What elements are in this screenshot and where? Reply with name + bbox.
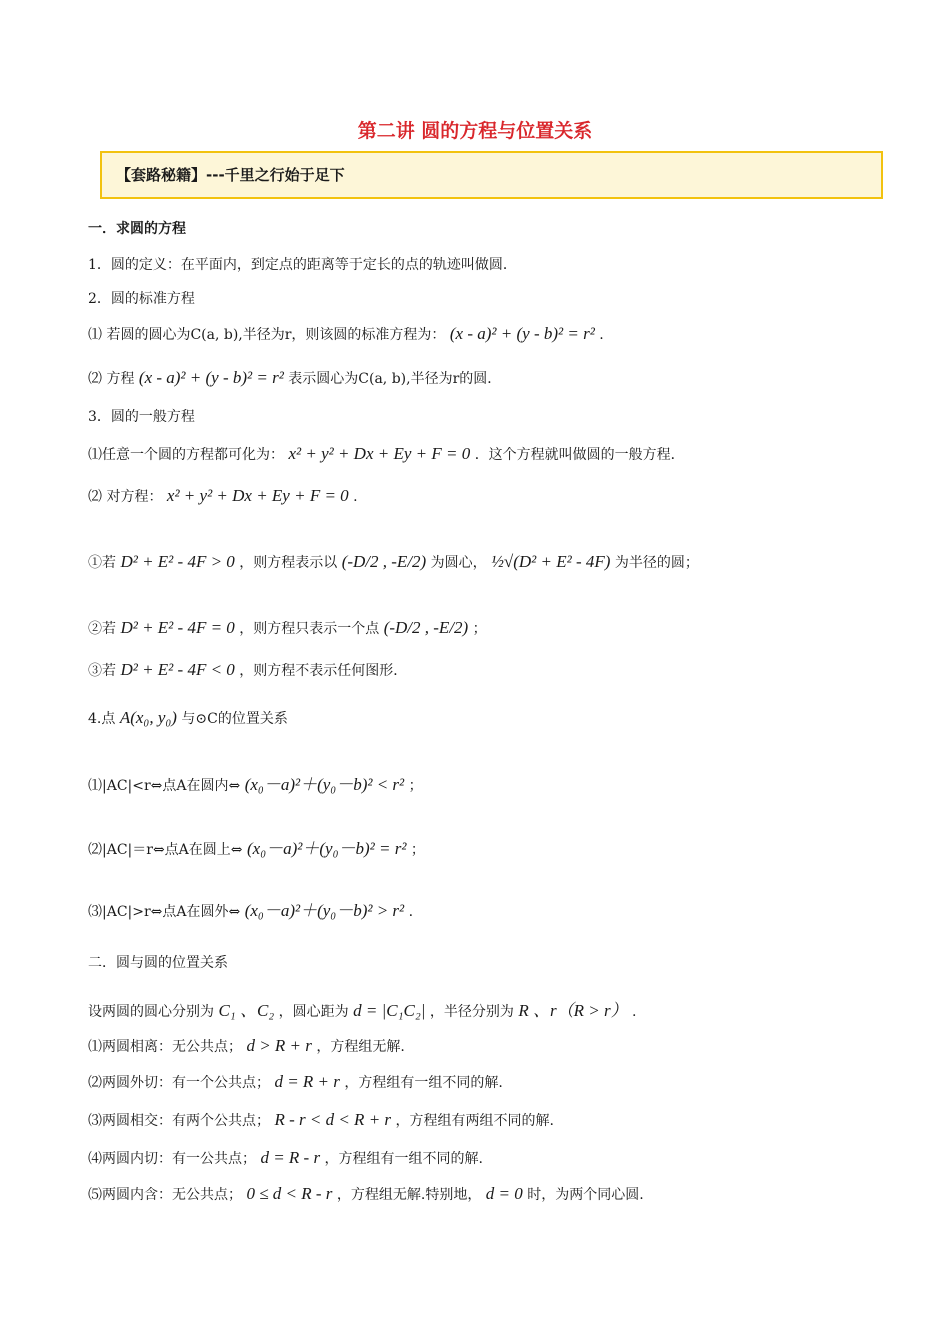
text: .: [632, 1004, 637, 1020]
text: ⑴|AC|<r⇔点A在圆内⇔: [88, 778, 241, 794]
paragraph-circle-circle-intro: [88, 996, 636, 1021]
tips-banner: [100, 151, 883, 199]
case-negative: [88, 660, 407, 680]
formula: x² + y² + Dx + Ey + F = 0: [166, 486, 349, 505]
text: ，方程组有一组不同的解.: [344, 1075, 503, 1091]
text: ，圆心距为: [278, 1004, 349, 1020]
text: ⑵|AC|＝r⇔点A在圆上⇔: [88, 842, 243, 858]
text: .: [353, 489, 358, 505]
distance-formula: d = |C₁C₂|: [353, 1001, 426, 1020]
point-formula: A(x₀, y₀): [119, 708, 177, 727]
text: ，则方程只表示一个点: [239, 621, 380, 637]
text: ，方程组有两组不同的解.: [395, 1113, 554, 1129]
section-2-heading: 二．圆与圆的位置关系: [88, 955, 228, 971]
text: 表示圆心为C(a, b),半径为r的圆．: [288, 371, 502, 387]
centers-formula: C₁ 、C₂: [218, 1001, 275, 1020]
case-positive: [88, 552, 699, 572]
text: ⑶两圆相交：有两个公共点；: [88, 1113, 270, 1129]
formula: D² + E² - 4F = 0: [120, 618, 235, 637]
circle-relation-item: [88, 1072, 503, 1092]
paragraph-point-circle: [88, 708, 288, 728]
text: ，方程组无解.: [316, 1039, 405, 1055]
text: 设两圆的圆心分别为: [88, 1004, 214, 1020]
circle-relation-item: [88, 1148, 483, 1168]
text: ⑴任意一个圆的方程都可化为：: [88, 447, 284, 463]
text: ⑵ 对方程：: [88, 489, 163, 505]
text: ⑵ 方程: [88, 371, 135, 387]
text: ．这个方程就叫做圆的一般方程．: [474, 447, 685, 463]
paragraph-general-form-1: [88, 444, 685, 464]
paragraph-general-form-2: [88, 486, 358, 506]
text: ⑴两圆相离：无公共点；: [88, 1039, 242, 1055]
banner-text: 【套路秘籍】---千里之行始于足下: [116, 166, 345, 184]
paragraph-standard-form-title: 2．圆的标准方程: [88, 291, 195, 307]
text: ①若: [88, 555, 116, 571]
section-1-heading: 一．求圆的方程: [88, 221, 186, 237]
circle-relation-item: [88, 1184, 644, 1204]
text: ，半径分别为: [429, 1004, 514, 1020]
page-title: 第二讲 圆的方程与位置关系: [357, 120, 593, 142]
text: 4.点: [88, 711, 116, 727]
text: ；: [408, 778, 423, 794]
radius-formula: ½√(D² + E² - 4F): [491, 552, 611, 571]
text: 与⊙C的位置关系: [181, 711, 288, 727]
paragraph-standard-form-1: [88, 324, 604, 344]
text: ②若: [88, 621, 116, 637]
text: ⑴ 若圆的圆心为C(a, b),半径为r，则该圆的标准方程为：: [88, 327, 446, 343]
text: ⑸两圆内含：无公共点；: [88, 1187, 242, 1203]
formula: x² + y² + Dx + Ey + F = 0: [288, 444, 471, 463]
text: ⑷两圆内切：有一公共点；: [88, 1151, 256, 1167]
circle-relation-item: [88, 1036, 405, 1056]
formula: (x₀－a)²＋(y₀－b)² = r²: [246, 839, 407, 858]
formula: D² + E² - 4F < 0: [120, 660, 235, 679]
text: .: [408, 904, 414, 920]
relation-on: [88, 834, 425, 859]
text: ；: [472, 621, 487, 637]
text: ⑶|AC|>r⇔点A在圆外⇔: [88, 904, 241, 920]
text: ，方程组无解.特别地，: [336, 1187, 482, 1203]
formula: d = R - r: [260, 1148, 321, 1167]
formula: (x - a)² + (y - b)² = r²: [138, 368, 284, 387]
point-formula: (-D/2 , -E/2): [383, 618, 469, 637]
case-zero: [88, 618, 487, 638]
text: .: [599, 327, 604, 343]
text: ，方程组有一组不同的解.: [324, 1151, 483, 1167]
center-formula: (-D/2 , -E/2): [341, 552, 427, 571]
text: ⑵两圆外切：有一个公共点；: [88, 1075, 270, 1091]
relation-inside: [88, 770, 423, 795]
circle-relation-item: [88, 1110, 554, 1130]
formula: (x₀－a)²＋(y₀－b)² > r²: [244, 901, 405, 920]
formula: R - r < d < R + r: [274, 1110, 392, 1129]
formula: d = 0: [485, 1184, 523, 1203]
text: 时，为两个同心圆.: [527, 1187, 644, 1203]
text: ；: [410, 842, 425, 858]
text: ③若: [88, 663, 116, 679]
relation-outside: [88, 896, 413, 921]
text: 为圆心，: [430, 555, 487, 571]
paragraph-general-form-title: 3．圆的一般方程: [88, 409, 195, 425]
formula: (x₀－a)²＋(y₀－b)² < r²: [244, 775, 405, 794]
text: ，则方程不表示任何图形．: [239, 663, 408, 679]
formula: d = R + r: [274, 1072, 340, 1091]
text: ，则方程表示以: [239, 555, 338, 571]
paragraph-definition: 1．圆的定义：在平面内，到定点的距离等于定长的点的轨迹叫做圆．: [88, 257, 517, 273]
formula: d > R + r: [246, 1036, 312, 1055]
radii-formula: R 、r（R > r）: [518, 1001, 628, 1020]
text: 为半径的圆；: [614, 555, 699, 571]
paragraph-standard-form-2: [88, 368, 501, 388]
formula: 0 ≤ d < R - r: [246, 1184, 333, 1203]
formula: (x - a)² + (y - b)² = r²: [449, 324, 595, 343]
formula: D² + E² - 4F > 0: [120, 552, 235, 571]
